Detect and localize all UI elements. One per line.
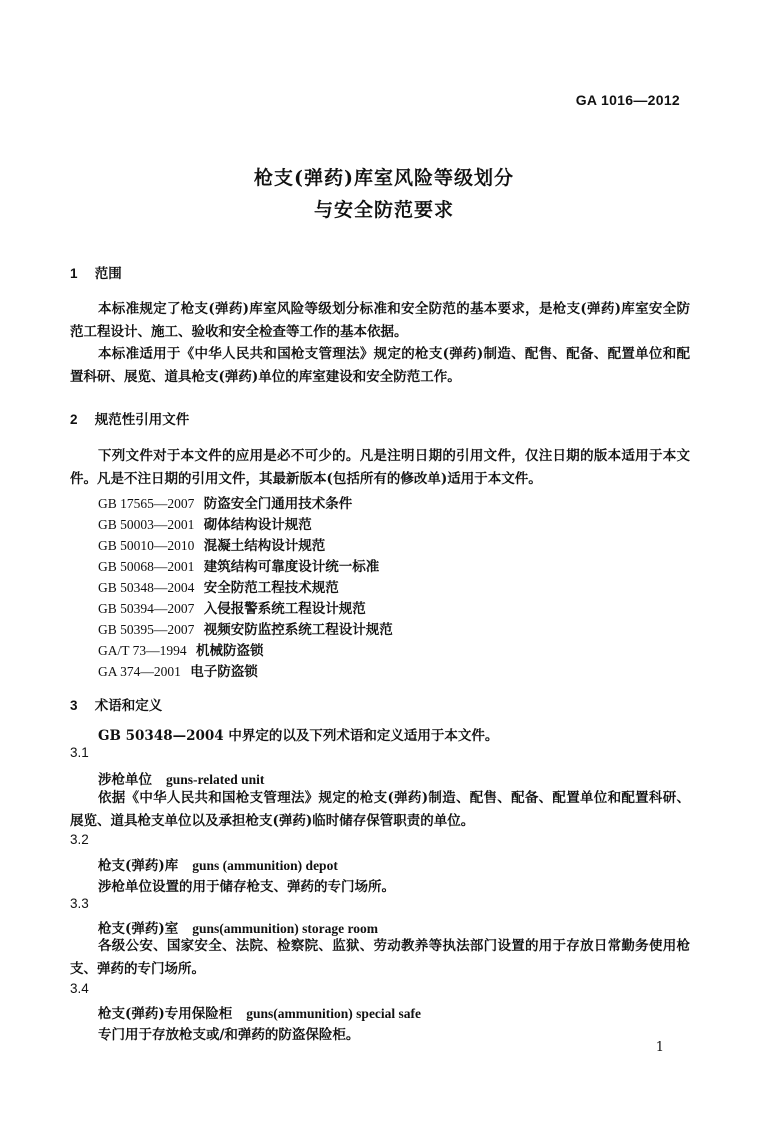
reference-code: GB 50003—2001	[98, 517, 195, 532]
reference-title: 防盗安全门通用技术条件	[203, 496, 353, 512]
reference-title: 建筑结构可靠度设计统一标准	[203, 559, 380, 575]
reference-item	[98, 639, 264, 659]
term-definition: 各级公安、国家安全、法院、检察院、监狱、劳动教养等执法部门设置的用于存放日常勤务使用枪支、弹药的专门场所。	[70, 938, 690, 977]
term-cn: 枪支(弹药)专用保险柜	[98, 1006, 233, 1022]
section-number: 3	[70, 698, 78, 713]
term-cn: 枪支(弹药)库	[98, 858, 179, 874]
reference-code: GA 374—2001	[98, 664, 181, 679]
section-heading-terms	[70, 694, 162, 714]
reference-item	[98, 555, 379, 575]
scope-paragraph-2: 本标准适用于《中华人民共和国枪支管理法》规定的枪支(弹药)制造、配售、配备、配置单位和配置科研、展览、道具枪支(弹药)单位的库室建设和安全防范工作。	[70, 346, 690, 385]
section-heading-references	[70, 408, 189, 428]
section-number: 1	[70, 266, 78, 281]
term-definition: 涉枪单位设置的用于储存枪支、弹药的专门场所。	[98, 879, 395, 895]
reference-code: GB 50068—2001	[98, 559, 195, 574]
term-cn: 枪支(弹药)室	[98, 921, 179, 937]
term-en: guns(ammunition) storage room	[192, 921, 379, 936]
reference-item	[98, 660, 258, 680]
references-intro: 下列文件对于本文件的应用是必不可少的。凡是注明日期的引用文件，仅注日期的版本适用于本文件。凡是不注日期的引用文件，其最新版本(包括所有的修改单)适用于本文件。	[70, 448, 690, 487]
reference-item	[98, 576, 339, 596]
reference-title: 机械防盗锁	[196, 643, 264, 659]
term-heading	[98, 768, 264, 788]
term-heading	[98, 1002, 421, 1022]
reference-item	[98, 618, 393, 638]
reference-title: 砌体结构设计规范	[203, 517, 312, 533]
reference-code: GA/T 73—1994	[98, 643, 187, 658]
section-title: 术语和定义	[94, 698, 163, 714]
term-number: 3.1	[70, 745, 89, 760]
term-number: 3.2	[70, 832, 89, 847]
document-title-line1: 枪支(弹药)库室风险等级划分	[254, 167, 514, 189]
scope-paragraph-1: 本标准规定了枪支(弹药)库室风险等级划分标准和安全防范的基本要求，是枪支(弹药)库室安全防范工程设计、施工、验收和安全检查等工作的基本依据。	[70, 301, 690, 340]
reference-code: GB 50010—2010	[98, 538, 195, 553]
section-title: 范围	[94, 266, 122, 282]
term-heading	[98, 854, 338, 874]
reference-code: GB 50395—2007	[98, 622, 195, 637]
term-cn: 涉枪单位	[98, 772, 152, 788]
section-title: 规范性引用文件	[94, 412, 190, 428]
term-en: guns (ammunition) depot	[192, 858, 338, 873]
section-number: 2	[70, 412, 78, 427]
page-number: 1	[655, 1040, 664, 1055]
term-definition: 依据《中华人民共和国枪支管理法》规定的枪支(弹药)制造、配售、配备、配置单位和配置科研、展览、道具枪支单位以及承担枪支(弹药)临时储存保管职责的单位。	[70, 790, 690, 829]
terms-intro: GB 50348—2004 中界定的以及下列术语和定义适用于本文件。	[98, 728, 499, 744]
term-number: 3.3	[70, 896, 89, 911]
reference-title: 电子防盗锁	[190, 664, 258, 680]
document-title-line2: 与安全防范要求	[313, 199, 454, 221]
reference-title: 安全防范工程技术规范	[203, 580, 339, 596]
reference-item	[98, 492, 352, 512]
section-heading-scope	[70, 262, 122, 282]
reference-code: GB 17565—2007	[98, 496, 195, 511]
term-en: guns(ammunition) special safe	[246, 1006, 422, 1021]
reference-code: GB 50348—2004	[98, 580, 195, 595]
term-heading	[98, 917, 378, 937]
reference-item	[98, 534, 325, 554]
term-definition: 专门用于存放枪支或/和弹药的防盗保险柜。	[98, 1027, 360, 1043]
term-number: 3.4	[70, 981, 89, 996]
term-en: guns-related unit	[166, 772, 265, 787]
reference-item	[98, 597, 366, 617]
reference-title: 入侵报警系统工程设计规范	[203, 601, 366, 617]
reference-code: GB 50394—2007	[98, 601, 195, 616]
reference-title: 混凝土结构设计规范	[203, 538, 326, 554]
reference-item	[98, 513, 312, 533]
standard-code: GA 1016—2012	[575, 92, 680, 108]
reference-title: 视频安防监控系统工程设计规范	[203, 622, 393, 638]
